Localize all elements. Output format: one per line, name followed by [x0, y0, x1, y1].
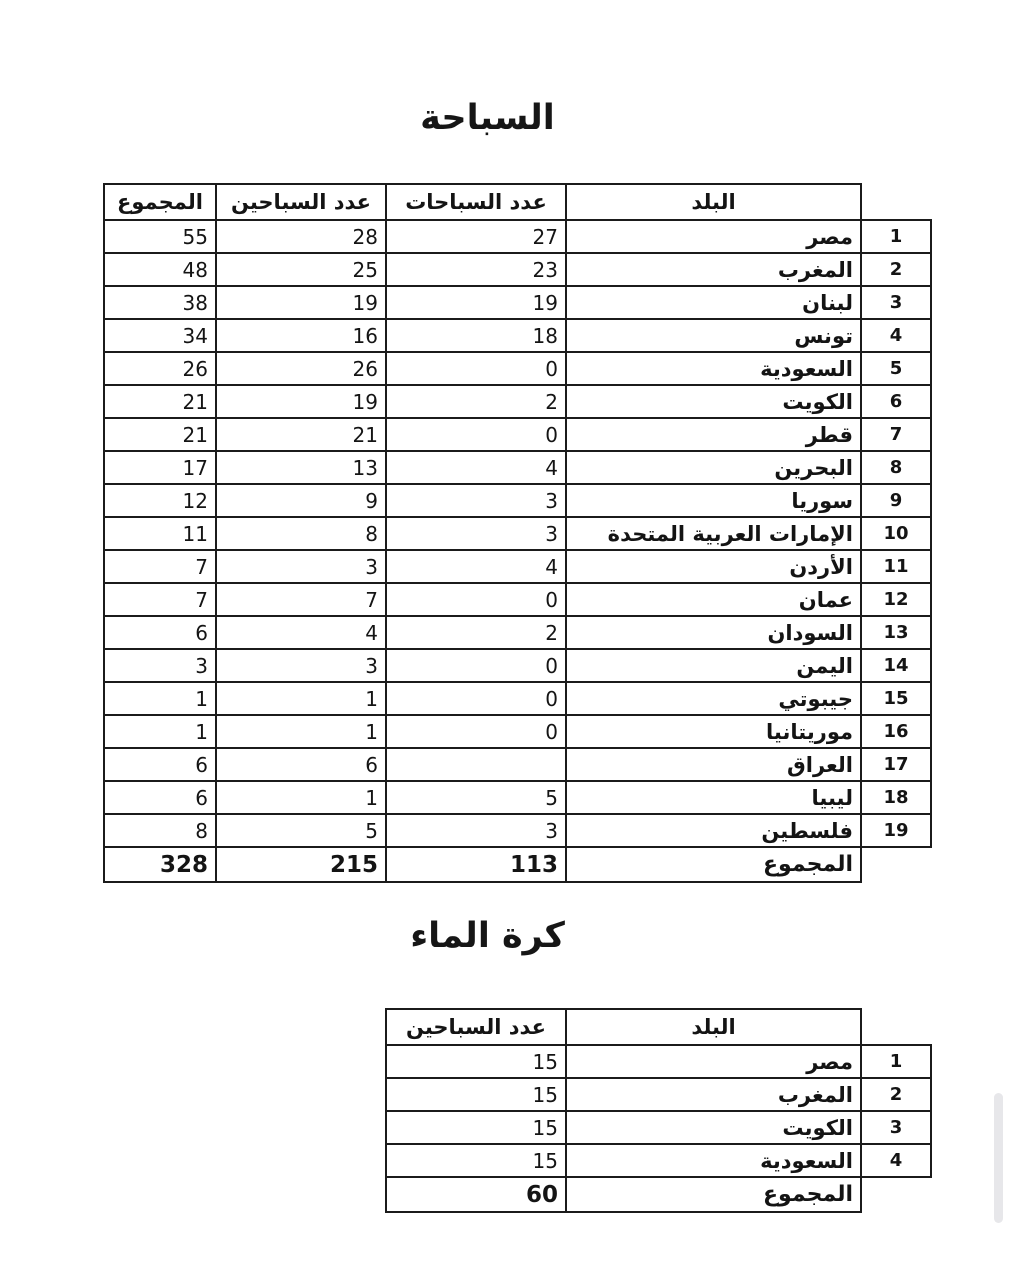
table-row	[104, 385, 931, 418]
row-index-cell: 12	[861, 583, 931, 616]
row-index-cell: 3	[861, 1111, 931, 1144]
male-swimmers-header: عدد السباحين	[216, 184, 386, 220]
country-cell: فلسطين	[566, 814, 861, 847]
male-swimmers-cell: 26	[216, 352, 386, 385]
row-total-cell: 21	[104, 385, 216, 418]
female-total-cell: 113	[386, 847, 566, 882]
female-swimmers-cell: 4	[386, 451, 566, 484]
male-swimmers-cell: 3	[216, 550, 386, 583]
row-total-cell: 8	[104, 814, 216, 847]
row-index-cell: 9	[861, 484, 931, 517]
row-index-cell: 13	[861, 616, 931, 649]
country-cell: سوريا	[566, 484, 861, 517]
row-index-cell: 2	[861, 1078, 931, 1111]
country-cell: ليبيا	[566, 781, 861, 814]
table-row	[104, 715, 931, 748]
country-cell: السعودية	[566, 1144, 861, 1177]
water-polo-table	[385, 1008, 932, 1213]
index-blank-cell	[861, 1177, 931, 1212]
swimmers-total-cell: 60	[386, 1177, 566, 1212]
male-total-cell: 215	[216, 847, 386, 882]
row-total-cell: 48	[104, 253, 216, 286]
row-total-cell: 1	[104, 715, 216, 748]
country-cell: عمان	[566, 583, 861, 616]
country-header: البلد	[566, 184, 861, 220]
table-row	[386, 1045, 931, 1078]
country-cell: العراق	[566, 748, 861, 781]
index-blank-cell	[861, 847, 931, 882]
table-row	[104, 220, 931, 253]
row-total-cell: 3	[104, 649, 216, 682]
male-swimmers-cell: 8	[216, 517, 386, 550]
row-index-cell: 14	[861, 649, 931, 682]
table-row	[104, 748, 931, 781]
row-index-cell: 16	[861, 715, 931, 748]
grand-total-cell: 328	[104, 847, 216, 882]
female-swimmers-cell: 18	[386, 319, 566, 352]
scrollbar-thumb[interactable]	[994, 1093, 1003, 1223]
male-swimmers-cell: 4	[216, 616, 386, 649]
table-row	[104, 484, 931, 517]
country-cell: مصر	[566, 1045, 861, 1078]
country-cell: اليمن	[566, 649, 861, 682]
male-swimmers-cell: 1	[216, 715, 386, 748]
swimming-title: السباحة	[420, 98, 555, 138]
row-index-cell: 1	[861, 220, 931, 253]
country-cell: قطر	[566, 418, 861, 451]
table-row	[104, 352, 931, 385]
table-row	[104, 550, 931, 583]
female-swimmers-cell: 0	[386, 715, 566, 748]
male-swimmers-cell: 1	[216, 781, 386, 814]
male-swimmers-cell: 28	[216, 220, 386, 253]
female-swimmers-cell: 2	[386, 385, 566, 418]
row-total-cell: 7	[104, 583, 216, 616]
country-cell: الإمارات العربية المتحدة	[566, 517, 861, 550]
row-total-cell: 12	[104, 484, 216, 517]
table-row	[104, 649, 931, 682]
female-swimmers-cell: 0	[386, 583, 566, 616]
male-swimmers-cell: 16	[216, 319, 386, 352]
index-header-cell	[861, 1009, 931, 1045]
swimmers-cell: 15	[386, 1078, 566, 1111]
country-cell: لبنان	[566, 286, 861, 319]
country-cell: الأردن	[566, 550, 861, 583]
total-label-cell: المجموع	[566, 1177, 861, 1212]
male-swimmers-cell: 21	[216, 418, 386, 451]
male-swimmers-cell: 13	[216, 451, 386, 484]
male-swimmers-cell: 19	[216, 385, 386, 418]
row-index-cell: 11	[861, 550, 931, 583]
country-header: البلد	[566, 1009, 861, 1045]
row-index-cell: 4	[861, 1144, 931, 1177]
row-index-cell: 10	[861, 517, 931, 550]
country-cell: الكويت	[566, 385, 861, 418]
table-row	[386, 1078, 931, 1111]
row-index-cell: 18	[861, 781, 931, 814]
table-row	[104, 583, 931, 616]
country-cell: المغرب	[566, 253, 861, 286]
male-swimmers-cell: 19	[216, 286, 386, 319]
female-swimmers-cell: 0	[386, 682, 566, 715]
female-swimmers-cell: 5	[386, 781, 566, 814]
female-swimmers-cell: 3	[386, 484, 566, 517]
row-index-cell: 17	[861, 748, 931, 781]
row-index-cell: 6	[861, 385, 931, 418]
row-index-cell: 19	[861, 814, 931, 847]
country-cell: مصر	[566, 220, 861, 253]
table-row	[104, 286, 931, 319]
swimmers-cell: 15	[386, 1144, 566, 1177]
female-swimmers-cell: 23	[386, 253, 566, 286]
female-swimmers-cell: 3	[386, 517, 566, 550]
row-total-cell: 6	[104, 748, 216, 781]
water-polo-title: كرة الماء	[410, 916, 565, 956]
row-total-cell: 21	[104, 418, 216, 451]
total-label-cell: المجموع	[566, 847, 861, 882]
male-swimmers-cell: 7	[216, 583, 386, 616]
row-total-cell: 6	[104, 781, 216, 814]
male-swimmers-cell: 1	[216, 682, 386, 715]
female-swimmers-cell: 0	[386, 649, 566, 682]
country-cell: البحرين	[566, 451, 861, 484]
table-row	[104, 319, 931, 352]
female-swimmers-cell: 27	[386, 220, 566, 253]
table-row	[104, 682, 931, 715]
male-swimmers-cell: 9	[216, 484, 386, 517]
swimming-total-row	[104, 847, 931, 882]
swimming-table	[103, 183, 932, 883]
swimming-header-row	[104, 184, 931, 220]
table-row	[104, 517, 931, 550]
row-total-cell: 1	[104, 682, 216, 715]
table-row	[386, 1144, 931, 1177]
male-swimmers-cell: 5	[216, 814, 386, 847]
table-row	[104, 418, 931, 451]
row-index-cell: 4	[861, 319, 931, 352]
country-cell: جيبوتي	[566, 682, 861, 715]
country-cell: المغرب	[566, 1078, 861, 1111]
total-header: المجموع	[104, 184, 216, 220]
water-polo-total-row	[386, 1177, 931, 1212]
index-header-cell	[861, 184, 931, 220]
male-swimmers-cell: 3	[216, 649, 386, 682]
swimmers-cell: 15	[386, 1045, 566, 1078]
row-total-cell: 17	[104, 451, 216, 484]
row-index-cell: 15	[861, 682, 931, 715]
country-cell: تونس	[566, 319, 861, 352]
table-row	[104, 253, 931, 286]
row-total-cell: 34	[104, 319, 216, 352]
country-cell: السودان	[566, 616, 861, 649]
row-index-cell: 3	[861, 286, 931, 319]
swimmers-cell: 15	[386, 1111, 566, 1144]
row-total-cell: 55	[104, 220, 216, 253]
swimmers-header: عدد السباحين	[386, 1009, 566, 1045]
row-total-cell: 6	[104, 616, 216, 649]
row-index-cell: 2	[861, 253, 931, 286]
row-total-cell: 38	[104, 286, 216, 319]
female-swimmers-cell: 0	[386, 418, 566, 451]
table-row	[104, 451, 931, 484]
row-total-cell: 7	[104, 550, 216, 583]
table-row	[386, 1111, 931, 1144]
row-index-cell: 1	[861, 1045, 931, 1078]
country-cell: الكويت	[566, 1111, 861, 1144]
row-index-cell: 7	[861, 418, 931, 451]
female-swimmers-cell: 4	[386, 550, 566, 583]
row-index-cell: 8	[861, 451, 931, 484]
row-total-cell: 11	[104, 517, 216, 550]
female-swimmers-cell: 2	[386, 616, 566, 649]
female-swimmers-cell: 19	[386, 286, 566, 319]
male-swimmers-cell: 25	[216, 253, 386, 286]
male-swimmers-cell: 6	[216, 748, 386, 781]
water-polo-header-row	[386, 1009, 931, 1045]
table-row	[104, 814, 931, 847]
row-index-cell: 5	[861, 352, 931, 385]
country-cell: موريتانيا	[566, 715, 861, 748]
table-row	[104, 616, 931, 649]
female-swimmers-cell	[386, 748, 566, 781]
female-swimmers-cell: 0	[386, 352, 566, 385]
table-row	[104, 781, 931, 814]
country-cell: السعودية	[566, 352, 861, 385]
female-swimmers-header: عدد السباحات	[386, 184, 566, 220]
row-total-cell: 26	[104, 352, 216, 385]
female-swimmers-cell: 3	[386, 814, 566, 847]
